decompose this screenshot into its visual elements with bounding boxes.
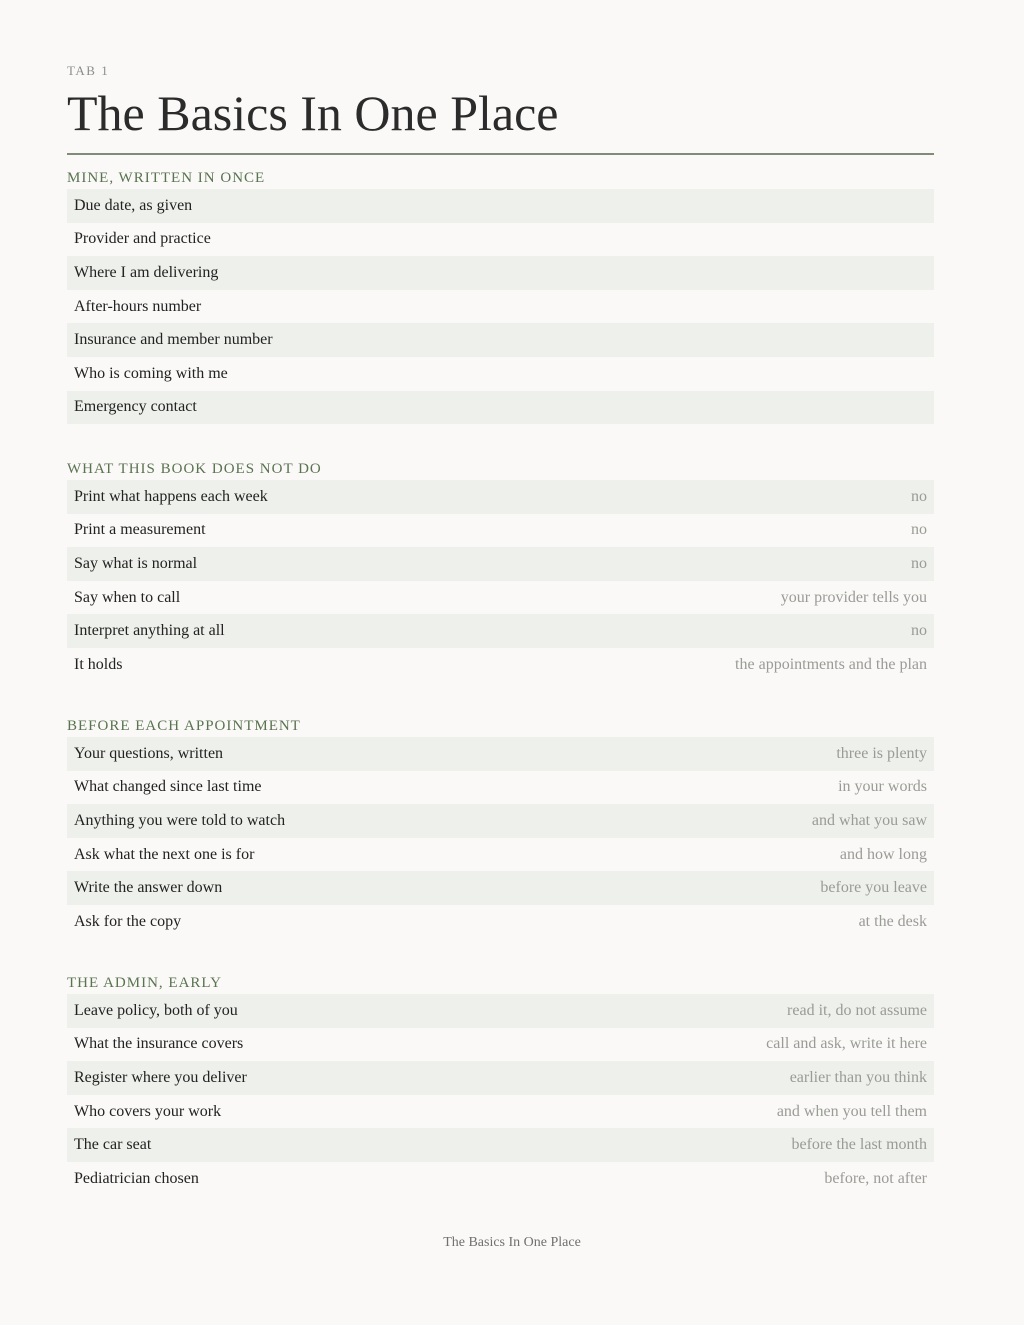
list-item [67, 771, 934, 805]
row-label: The car seat [74, 1136, 152, 1154]
row-note: and what you saw [811, 811, 927, 829]
list-item [67, 1061, 934, 1095]
row-label: What the insurance covers [74, 1035, 244, 1053]
section-heading: WHAT THIS BOOK DOES NOT DO [67, 461, 322, 477]
list-item [67, 547, 934, 581]
list-item [67, 994, 934, 1028]
list-item [67, 223, 934, 257]
page-title: The Basics In One Place [67, 85, 559, 141]
list-item [67, 391, 934, 425]
list-item [67, 905, 934, 939]
section-rows [67, 994, 934, 1196]
row-note: no [911, 487, 927, 505]
row-label: Pediatrician chosen [74, 1169, 199, 1187]
row-label: It holds [74, 655, 123, 673]
list-item [67, 290, 934, 324]
row-label: Anything you were told to watch [74, 811, 286, 829]
section-heading: MINE, WRITTEN IN ONCE [67, 170, 266, 186]
row-label: Register where you deliver [74, 1068, 247, 1086]
row-label: After-hours number [74, 297, 202, 315]
tab-label: TAB 1 [67, 63, 110, 78]
row-note: before, not after [824, 1169, 927, 1187]
row-note: no [911, 622, 927, 640]
row-label: Due date, as given [74, 196, 193, 214]
list-item [67, 1028, 934, 1062]
section-heading: BEFORE EACH APPOINTMENT [67, 718, 301, 734]
list-item [67, 514, 934, 548]
list-item [67, 648, 934, 682]
section-before-each-appointment [67, 715, 934, 939]
list-item [67, 1095, 934, 1129]
section-what-this-book-does-not-do [67, 458, 934, 682]
row-label: Say when to call [74, 588, 181, 606]
list-item [67, 357, 934, 391]
row-label: Insurance and member number [74, 331, 273, 349]
list-item [67, 1162, 934, 1196]
section-heading: THE ADMIN, EARLY [67, 975, 222, 991]
row-label: Ask for the copy [74, 912, 182, 930]
row-note: in your words [838, 778, 927, 796]
row-note: call and ask, write it here [766, 1035, 927, 1053]
row-label: Ask what the next one is for [74, 845, 255, 863]
page-footer: The Basics In One Place [443, 1235, 581, 1250]
row-label: Who covers your work [74, 1102, 222, 1120]
row-note: no [911, 521, 927, 539]
row-note: your provider tells you [780, 588, 927, 606]
row-note: the appointments and the plan [735, 655, 927, 673]
row-label: Print what happens each week [74, 487, 268, 505]
list-item [67, 256, 934, 290]
row-label: Leave policy, both of you [74, 1001, 238, 1019]
list-item [67, 189, 934, 223]
list-item [67, 737, 934, 771]
row-label: Emergency contact [74, 398, 197, 416]
list-item [67, 581, 934, 615]
row-note: three is plenty [836, 744, 927, 762]
row-note: at the desk [858, 912, 927, 930]
row-label: Write the answer down [74, 879, 223, 897]
list-item [67, 871, 934, 905]
row-note: before you leave [820, 879, 927, 897]
row-label: Your questions, written [74, 744, 224, 762]
row-note: and how long [839, 845, 927, 863]
row-label: Provider and practice [74, 230, 211, 248]
row-label: What changed since last time [74, 778, 262, 796]
list-item [67, 323, 934, 357]
row-note: earlier than you think [789, 1068, 927, 1086]
list-item [67, 614, 934, 648]
row-label: Interpret anything at all [74, 622, 225, 640]
row-note: read it, do not assume [787, 1001, 927, 1019]
row-label: Who is coming with me [74, 364, 228, 382]
title-divider [67, 153, 934, 155]
row-note: no [911, 554, 927, 572]
row-note: before the last month [791, 1136, 927, 1154]
list-item [67, 838, 934, 872]
section-the-admin-early [67, 972, 934, 1196]
section-mine-written-in-once [67, 167, 934, 424]
section-rows [67, 737, 934, 939]
list-item [67, 480, 934, 514]
section-rows [67, 189, 934, 424]
row-note: and when you tell them [776, 1102, 927, 1120]
list-item [67, 804, 934, 838]
row-label: Where I am delivering [74, 263, 219, 281]
section-rows [67, 480, 934, 682]
row-label: Print a measurement [74, 521, 206, 539]
row-label: Say what is normal [74, 554, 198, 572]
list-item [67, 1128, 934, 1162]
